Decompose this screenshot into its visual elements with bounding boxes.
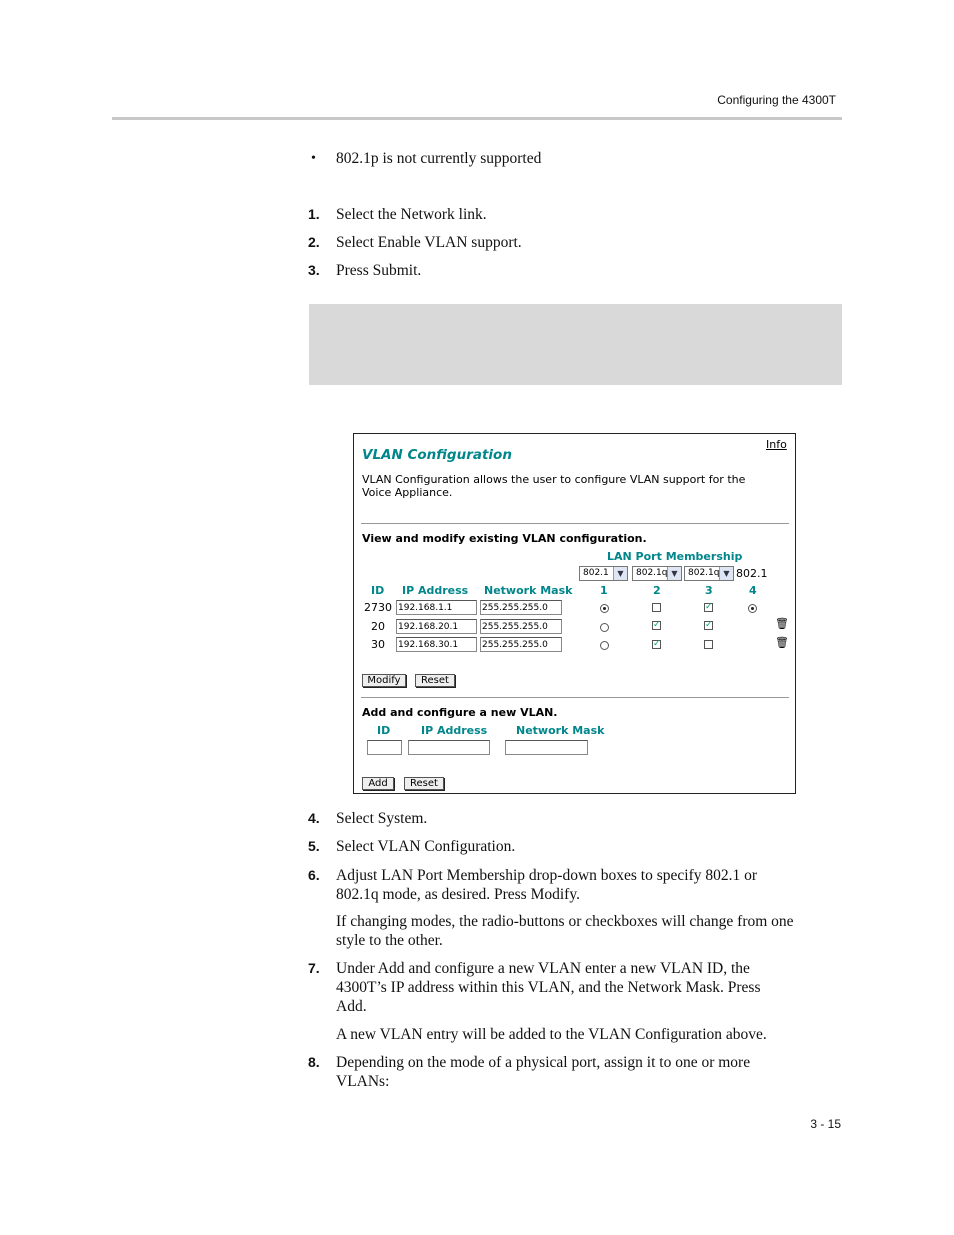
network-mask-field[interactable]: 255.255.255.0 [480, 637, 562, 652]
port1-radio[interactable] [600, 604, 609, 613]
step-number: 4. [308, 810, 320, 826]
step-text: Select Enable VLAN support. [336, 234, 522, 251]
step-text: Select System. [336, 810, 428, 827]
port1-radio[interactable] [600, 641, 609, 650]
step-text: Depending on the mode of a physical port, assign it to one or more [336, 1054, 751, 1071]
lan-port-membership-label: LAN Port Membership [607, 550, 743, 563]
ip-address-field[interactable]: 192.168.20.1 [396, 619, 477, 634]
panel-title: VLAN Configuration [362, 447, 512, 463]
reset-button[interactable]: Reset [415, 674, 455, 687]
port2-checkbox[interactable]: ✓ [653, 639, 661, 649]
new-ip-address-field[interactable] [408, 740, 490, 755]
new-vlan-id-field[interactable] [367, 740, 402, 755]
port1-mode-select[interactable]: 802.1 ▼ [579, 566, 628, 581]
port4-mode-label: 802.1 [736, 567, 768, 580]
step-number: 6. [308, 867, 320, 883]
step-text: 4300T’s IP address within this VLAN, and the Network Mask. Press [336, 979, 761, 996]
new-network-mask-field[interactable] [505, 740, 588, 755]
vlan-id: 2730 [364, 601, 392, 614]
vlan-configuration-panel [353, 433, 796, 794]
port-number: 4 [749, 584, 757, 597]
step-number: 8. [308, 1054, 320, 1070]
step-number: 5. [308, 838, 320, 854]
page-number: 3 - 15 [810, 1117, 841, 1131]
column-ip: IP Address [402, 584, 469, 597]
port3-checkbox[interactable] [704, 640, 713, 649]
column-mask: Network Mask [484, 584, 573, 597]
divider [361, 523, 789, 524]
step-text: Select VLAN Configuration. [336, 838, 516, 855]
add-button[interactable]: Add [362, 777, 394, 790]
port4-radio[interactable] [748, 604, 757, 613]
note-box [309, 304, 842, 385]
step-number: 7. [308, 960, 320, 976]
divider [361, 697, 789, 698]
step-text: 802.1q mode, as desired. Press Modify. [336, 886, 580, 903]
port-number: 3 [705, 584, 713, 597]
ip-address-field[interactable]: 192.168.30.1 [396, 637, 477, 652]
note-text: A new VLAN entry will be added to the VLAN Configuration above. [336, 1026, 767, 1043]
port2-mode-select[interactable]: 802.1q ▼ [632, 566, 682, 581]
port3-checkbox[interactable]: ✓ [705, 620, 713, 630]
step-text: Add. [336, 998, 367, 1015]
network-mask-field[interactable]: 255.255.255.0 [480, 600, 562, 615]
add-reset-button[interactable]: Reset [404, 777, 444, 790]
port3-checkbox[interactable]: ✓ [705, 602, 713, 612]
trash-icon[interactable]: 🗑 [775, 636, 789, 649]
ip-address-field[interactable]: 192.168.1.1 [396, 600, 477, 615]
panel-description-line2: Voice Appliance. [362, 486, 453, 499]
step-text: Under Add and configure a new VLAN enter a new VLAN ID, the [336, 960, 750, 977]
add-column-ip: IP Address [421, 724, 488, 737]
step-text: Adjust LAN Port Membership drop-down boxes to specify 802.1 or [336, 867, 758, 884]
network-mask-field[interactable]: 255.255.255.0 [480, 619, 562, 634]
note-text: style to the other. [336, 932, 443, 949]
port-number: 2 [653, 584, 661, 597]
port3-mode-select[interactable]: 802.1q ▼ [684, 566, 734, 581]
step-number: 3. [308, 262, 320, 278]
port1-radio[interactable] [600, 623, 609, 632]
chevron-down-icon: ▼ [719, 567, 733, 580]
panel-description-line1: VLAN Configuration allows the user to configure VLAN support for the [362, 473, 746, 486]
modify-button[interactable]: Modify [362, 674, 406, 687]
info-link[interactable]: Info [766, 438, 787, 451]
step-number: 2. [308, 234, 320, 250]
header-rule [112, 117, 842, 120]
column-id: ID [371, 584, 385, 597]
running-header: Configuring the 4300T [717, 93, 836, 107]
step-number: 1. [308, 206, 320, 222]
chevron-down-icon: ▼ [667, 567, 681, 580]
trash-icon[interactable]: 🗑 [775, 617, 789, 630]
step-text: VLANs: [336, 1073, 390, 1090]
view-heading: View and modify existing VLAN configuration. [362, 532, 647, 545]
vlan-id: 30 [371, 638, 385, 651]
add-column-id: ID [377, 724, 391, 737]
add-heading: Add and configure a new VLAN. [362, 706, 558, 719]
step-text: Select the Network link. [336, 206, 487, 223]
chevron-down-icon: ▼ [613, 567, 627, 580]
bullet-icon: • [311, 151, 316, 166]
add-column-mask: Network Mask [516, 724, 605, 737]
vlan-id: 20 [371, 620, 385, 633]
bullet-text: 802.1p is not currently supported [336, 150, 542, 167]
step-text: Press Submit. [336, 262, 422, 279]
note-text: If changing modes, the radio-buttons or checkboxes will change from one [336, 913, 794, 930]
port2-checkbox[interactable] [652, 603, 661, 612]
port-number: 1 [600, 584, 608, 597]
port2-checkbox[interactable]: ✓ [653, 620, 661, 630]
